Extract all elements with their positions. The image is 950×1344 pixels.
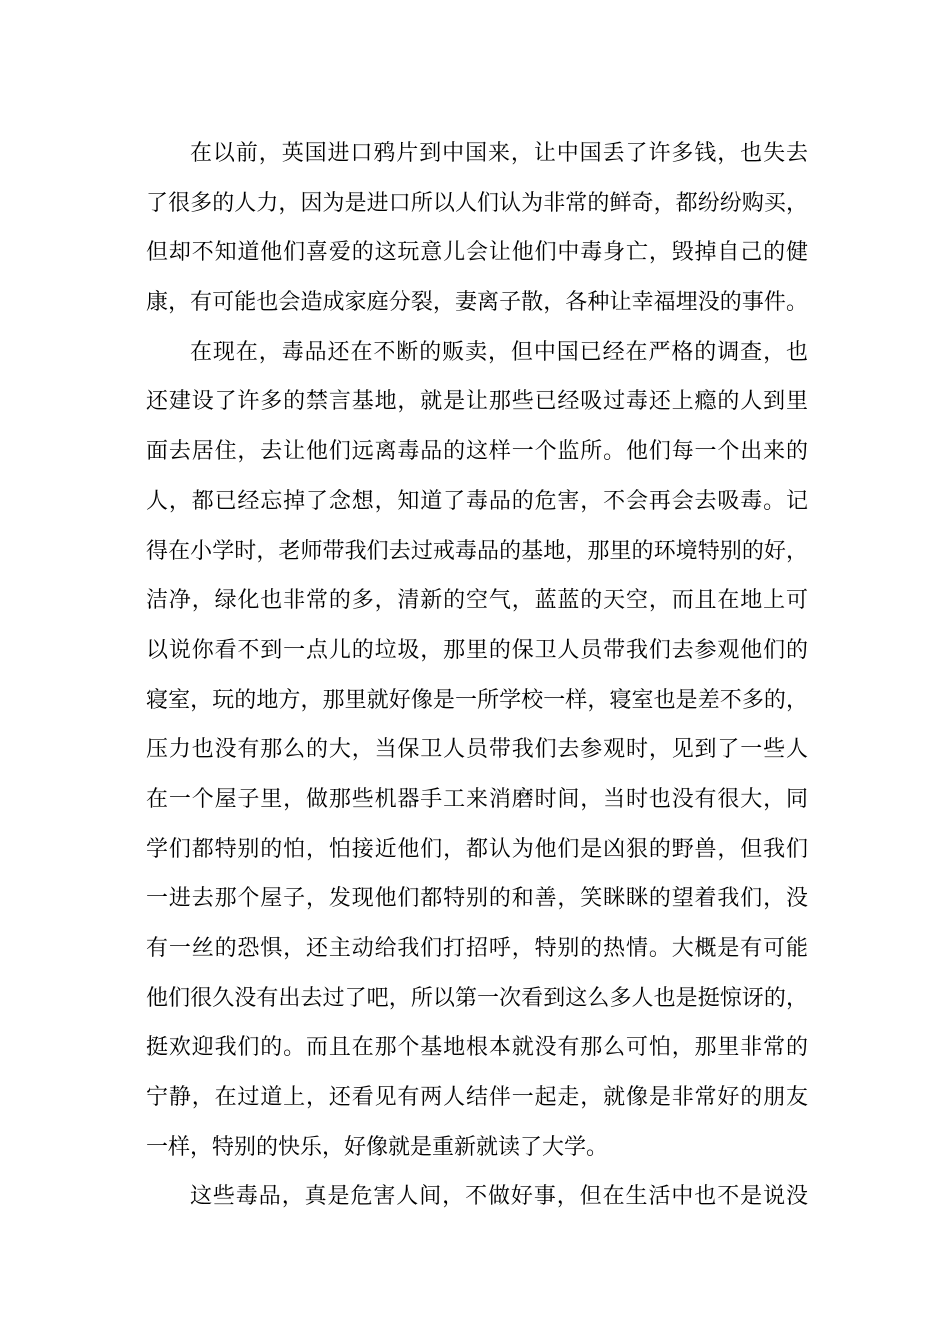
paragraph-line: 康，有可能也会造成家庭分裂，妻离子散，各种让幸福埋没的事件。 [146, 290, 808, 316]
paragraph-2 [146, 328, 808, 1173]
paragraph-line: 学们都特别的怕，怕接近他们，都认为他们是凶狠的野兽，但我们 [146, 836, 808, 862]
paragraph-line: 在现在，毒品还在不断的贩卖，但中国已经在严格的调查，也 [190, 339, 808, 365]
paragraph-line: 得在小学时，老师带我们去过戒毒品的基地，那里的环境特别的好， [146, 538, 808, 564]
paragraph-line: 洁净，绿化也非常的多，清新的空气，蓝蓝的天空，而且在地上可 [146, 588, 808, 614]
paragraph-line: 他们很久没有出去过了吧，所以第一次看到这么多人也是挺惊讶的， [146, 985, 808, 1011]
paragraph-line: 面去居住，去让他们远离毒品的这样一个监所。他们每一个出来的 [146, 439, 808, 465]
paragraph-line: 人，都已经忘掉了念想，知道了毒品的危害，不会再会去吸毒。记 [146, 488, 808, 514]
paragraph-line: 有一丝的恐惧，还主动给我们打招呼，特别的热情。大概是有可能 [146, 936, 808, 961]
paragraph-line: 了很多的人力，因为是进口所以人们认为非常的鲜奇，都纷纷购买， [146, 190, 808, 216]
paragraph-line: 还建设了许多的禁言基地，就是让那些已经吸过毒还上瘾的人到里 [146, 389, 808, 415]
paragraph-3 [146, 1172, 808, 1222]
paragraph-line: 挺欢迎我们的。而且在那个基地根本就没有那么可怕，那里非常的 [146, 1035, 808, 1061]
paragraph-line: 寝室，玩的地方，那里就好像是一所学校一样，寝室也是差不多的， [146, 687, 808, 713]
paragraph-line: 压力也没有那么的大，当保卫人员带我们去参观时，见到了一些人 [146, 737, 808, 763]
paragraph-line: 宁静，在过道上，还看见有两人结伴一起走，就像是非常好的朋友 [146, 1085, 808, 1111]
paragraph-line: 一样，特别的快乐，好像就是重新就读了大学。 [146, 1134, 609, 1160]
paragraph-line: 但却不知道他们喜爱的这玩意儿会让他们中毒身亡，毁掉自己的健 [146, 240, 808, 266]
paragraph-line: 这些毒品，真是危害人间，不做好事，但在生活中也不是说没 [190, 1184, 808, 1210]
paragraph-line: 在一个屋子里，做那些机器手工来消磨时间，当时也没有很大，同 [146, 786, 808, 812]
paragraph-line: 一进去那个屋子，发现他们都特别的和善，笑眯眯的望着我们，没 [146, 886, 808, 912]
paragraph-line: 以说你看不到一点儿的垃圾，那里的保卫人员带我们去参观他们的 [146, 637, 808, 663]
paragraph-1 [146, 129, 808, 328]
document-body [146, 129, 808, 1222]
paragraph-line: 在以前，英国进口鸦片到中国来，让中国丢了许多钱，也失去 [190, 141, 808, 166]
